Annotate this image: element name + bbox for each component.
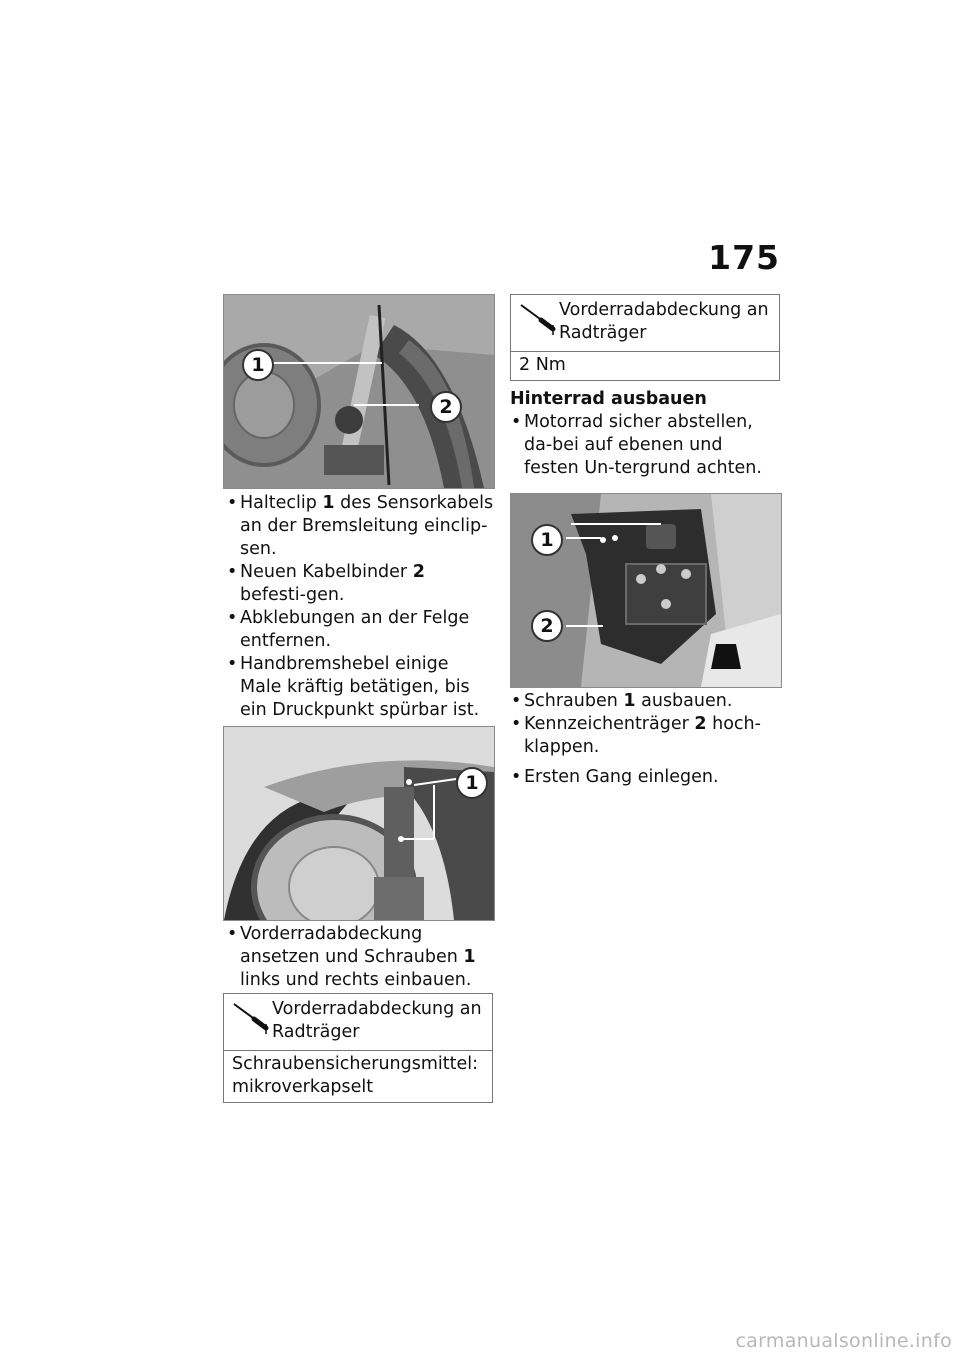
spec-title: Vorderradabdeckung an Radträger xyxy=(559,300,769,343)
torque-wrench-icon xyxy=(517,301,557,337)
list-item: • Motorrad sicher abstellen, da-bei auf ebenen und festen Un-tergrund achten. xyxy=(510,411,780,480)
callout-1: 1 xyxy=(531,524,563,556)
license-plate-steps xyxy=(510,690,780,759)
list-item: • Ersten Gang einlegen. xyxy=(510,766,780,789)
callout-1: 1 xyxy=(242,349,274,381)
watermark: carmanualsonline.info xyxy=(735,1330,952,1352)
list-item: • Handbremshebel einige Male kräftig betätigen, bis ein Druckpunkt spürbar ist. xyxy=(226,653,494,722)
callout-2: 2 xyxy=(531,610,563,642)
torque-wrench-icon xyxy=(230,1000,270,1036)
torque-spec-table xyxy=(510,294,780,381)
figure-front-fender-photo xyxy=(223,726,495,921)
rear-wheel-steps xyxy=(510,411,780,480)
section-heading: Hinterrad ausbauen xyxy=(510,389,707,409)
list-item: • Neuen Kabelbinder 2 befesti-gen. xyxy=(226,561,494,607)
spec-title: Vorderradabdeckung an Radträger xyxy=(272,999,482,1042)
spec-value: Schraubensicherungsmittel: mikroverkapselt xyxy=(232,1054,479,1097)
spec-header xyxy=(511,295,779,352)
spec-header xyxy=(224,994,492,1051)
list-item: • Vorderradabdeckung ansetzen und Schrauben 1 links und rechts einbauen. xyxy=(226,923,494,992)
spec-value: 2 Nm xyxy=(519,355,566,375)
callout-1: 1 xyxy=(456,767,488,799)
list-item: • Schrauben 1 ausbauen. xyxy=(510,690,780,713)
gear-step xyxy=(510,766,780,789)
fender-steps xyxy=(226,923,494,992)
page-number: 175 xyxy=(708,238,780,277)
list-item: • Kennzeichenträger 2 hoch-klappen. xyxy=(510,713,780,759)
torque-spec-table xyxy=(223,993,493,1103)
figure-license-plate-holder-photo xyxy=(510,493,782,688)
list-item: • Halteclip 1 des Sensorkabels an der Bremsleitung einclip-sen. xyxy=(226,492,494,561)
list-item: • Abklebungen an der Felge entfernen. xyxy=(226,607,494,653)
callout-2: 2 xyxy=(430,391,462,423)
figure-brake-line-photo xyxy=(223,294,495,489)
brake-line-steps xyxy=(226,492,494,722)
